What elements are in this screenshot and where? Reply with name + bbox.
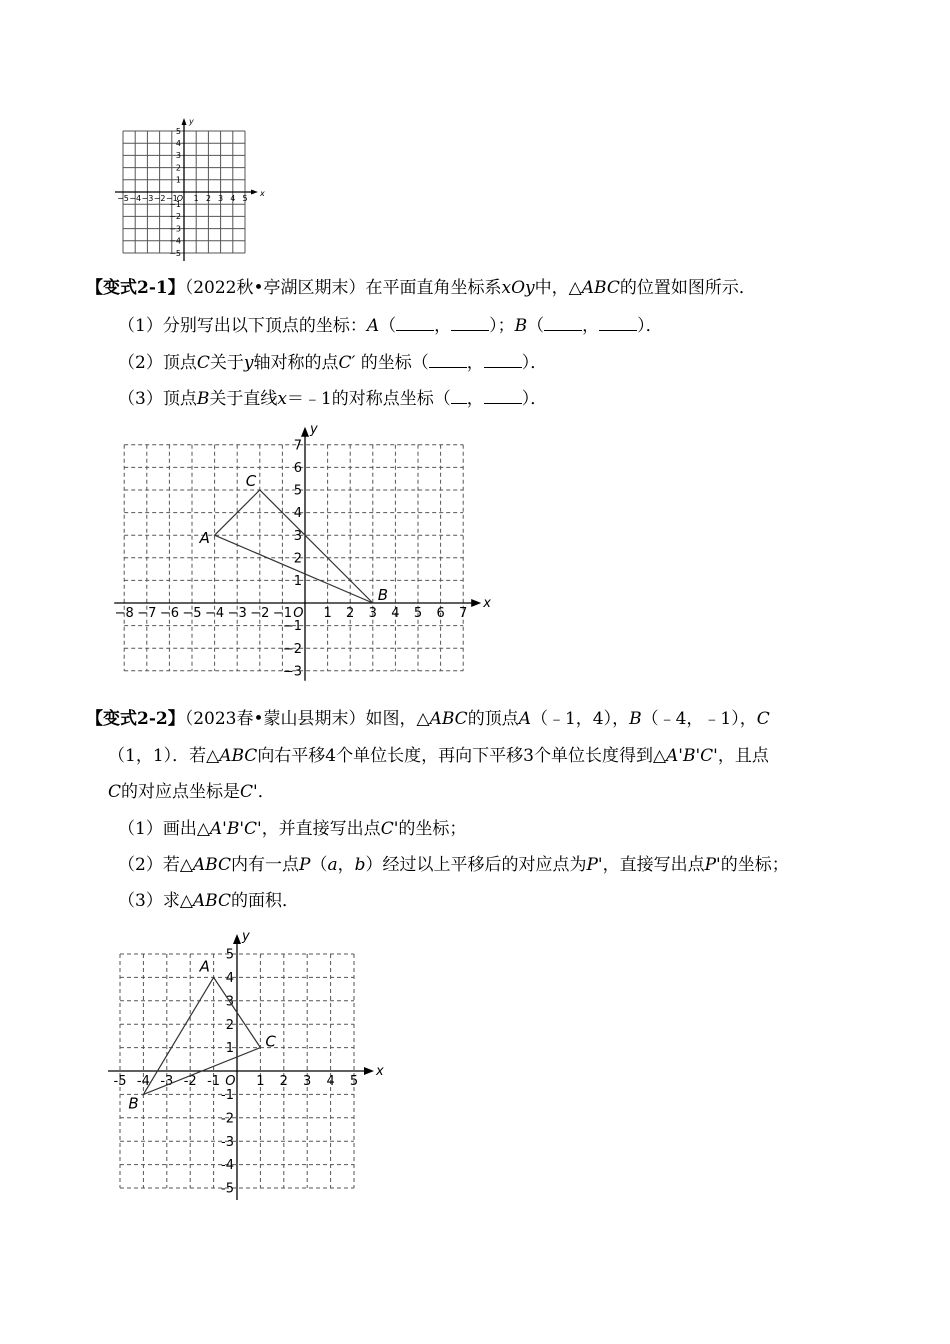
answer-blank[interactable] [484,387,522,404]
exercise-2-2-line-1: 【变式2-2】（2023春•蒙山县期末）如图，△ABC的顶点A（﹣1，4），B（﹣4，﹣1），C [86,709,770,729]
exercise-2-1-heading: 【变式2-1】（2022秋•亭湖区期末）在平面直角坐标系xOy中，△ABC的位置如图所示． [86,278,756,298]
x-tick-label: −5 [117,194,129,203]
origin-label: O [176,194,184,203]
x-tick-label: -1 [207,1074,221,1089]
y-tick-label: 6 [293,460,302,476]
vertex-label-a: A [199,529,210,548]
y-tick-label: -5 [221,1181,234,1197]
exercise-2-2-line-2: （1，1）．若△ABC向右平移4个单位长度，再向下平移3个单位长度得到△A'B'C'，且点 [108,746,769,766]
x-tick-label: -5 [113,1074,127,1089]
x-tick-label: -3 [160,1074,174,1089]
x-tick-label: −5 [182,606,202,621]
x-axis-label: x [376,1064,384,1079]
y-tick-label: −1 [282,619,302,635]
x-tick-label: 4 [326,1074,335,1089]
origin-label: O [225,1074,236,1089]
x-tick-label: −1 [165,194,178,203]
y-axis-arrow [301,427,309,437]
x-tick-label: −2 [153,194,166,203]
x-axis-arrow [364,1067,374,1075]
x-tick-label: −4 [129,194,142,203]
x-tick-label: −2 [250,606,270,621]
y-tick-label: 1 [175,175,181,185]
exercise-2-2-line-3: C的对应点坐标是C'． [108,782,275,802]
x-tick-label: 6 [436,606,445,621]
answer-blank[interactable] [451,314,489,331]
y-axis-arrow [233,934,241,944]
x-tick-label: −7 [137,606,157,621]
x-tick-label: 5 [413,606,423,621]
vertex-label-c: C [265,1032,276,1051]
answer-blank[interactable] [484,351,522,368]
x-tick-label: −8 [114,606,134,621]
y-axis-label: y [189,117,194,126]
x-axis-label: x [483,596,491,611]
y-axis-label: y [310,421,318,437]
x-tick-label: -2 [183,1074,197,1089]
y-tick-label: −4 [169,236,181,246]
y-tick-label: -3 [221,1134,234,1150]
y-tick-label: −1 [169,200,181,209]
y-tick-label: 5 [175,126,181,136]
exercise-2-1-question-3: （3）顶点B关于直线x＝﹣1的对称点坐标（ ， ）． [118,389,548,409]
answer-blank[interactable] [544,314,582,331]
y-axis-label: y [242,929,250,944]
y-tick-label: 7 [293,438,302,454]
x-tick-label: 3 [218,194,224,203]
vertex-label-b: B [377,586,389,604]
x-axis-label: x [260,189,265,198]
x-tick-label: 2 [346,606,355,621]
exercise-tag: 【变式2-2】 [86,709,185,729]
x-tick-label: 5 [242,194,248,203]
vertex-label-c: C [245,472,257,490]
x-tick-label: −1 [272,606,292,621]
y-tick-label: -1 [221,1087,234,1103]
x-tick-label: −3 [141,194,154,203]
answer-blank[interactable] [429,351,467,368]
y-tick-label: 2 [225,1017,234,1033]
y-tick-label: 1 [225,1041,234,1057]
answer-blank[interactable] [396,314,434,331]
triangle-abc-graph-2-1 [100,418,495,686]
x-tick-label: -4 [136,1074,150,1089]
y-tick-label: 4 [293,506,302,522]
y-tick-label: 3 [225,994,234,1010]
y-axis-arrow [182,118,187,125]
x-tick-label: 1 [256,1074,265,1089]
y-tick-label: 2 [175,163,181,173]
x-tick-label: −3 [227,606,247,621]
y-tick-label: -4 [221,1158,234,1174]
y-tick-label: 1 [293,573,302,589]
exercise-tag: 【变式2-1】 [86,278,185,298]
answer-blank[interactable] [599,314,637,331]
x-tick-label: 5 [349,1074,359,1089]
x-tick-label: 4 [391,606,400,621]
x-tick-label: 4 [230,194,236,203]
x-tick-label: 1 [323,606,332,621]
y-tick-label: -2 [221,1111,234,1127]
x-tick-label: −4 [205,606,225,621]
blank-coordinate-grid [105,115,270,265]
x-tick-label: 1 [193,194,199,203]
y-tick-label: −3 [169,224,181,234]
exercise-2-2-question-3: （3）求△ABC的面积． [118,891,299,911]
origin-label: O [293,606,304,621]
triangle-abc-graph-2-2 [105,922,390,1204]
x-tick-label: 2 [279,1074,288,1089]
y-tick-label: −2 [169,212,181,222]
answer-blank[interactable] [451,387,467,404]
exercise-2-2-question-1: （1）画出△A'B'C'，并直接写出点C'的坐标； [118,819,467,839]
x-tick-label: 3 [368,606,377,621]
vertex-label-b: B [128,1094,139,1113]
y-tick-label: −5 [169,248,181,258]
y-tick-label: 5 [225,947,234,963]
x-tick-label: 2 [205,194,211,203]
y-tick-label: −2 [282,641,302,657]
x-tick-label: 7 [459,606,468,621]
y-tick-label: 4 [175,139,181,148]
exercise-2-1-question-1: （1）分别写出以下顶点的坐标：A（ ， ）；B（ ， ）． [118,316,663,336]
y-tick-label: 2 [293,551,302,567]
exercise-2-2-question-2: （2）若△ABC内有一点P（a，b）经过以上平移后的对应点为P'，直接写出点P'的坐标； [118,855,789,875]
exercise-2-1-question-2: （2）顶点C关于y轴对称的点C′ 的坐标（ ， ）． [118,353,548,373]
x-tick-label: −6 [159,606,179,621]
x-tick-label: 3 [303,1074,312,1089]
y-tick-label: 3 [293,528,302,544]
y-tick-label: 5 [293,483,302,499]
y-tick-label: −3 [282,664,302,680]
x-axis-arrow [251,190,258,195]
x-axis-arrow [471,599,481,607]
vertex-label-a: A [199,957,210,976]
y-tick-label: 4 [225,970,234,986]
y-tick-label: 3 [175,151,181,161]
